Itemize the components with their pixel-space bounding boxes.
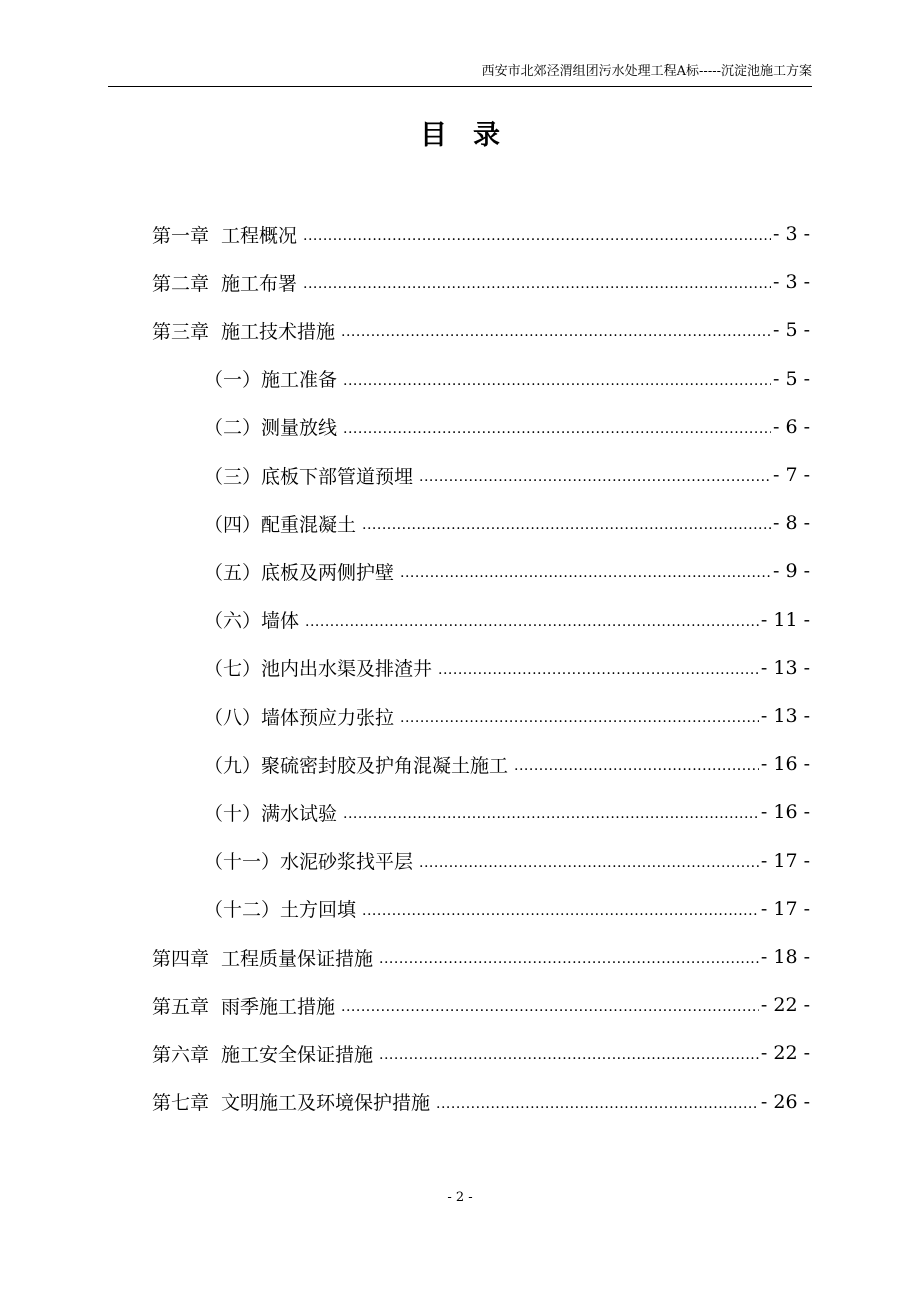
toc-entry-text: （九）聚硫密封胶及护角混凝土施工 bbox=[204, 754, 509, 777]
toc-entry[interactable] bbox=[152, 889, 810, 929]
toc-entry-label bbox=[152, 799, 337, 826]
toc-chapter-number: 第五章 bbox=[152, 995, 210, 1018]
page-number: - 2 - bbox=[447, 1190, 473, 1205]
toc-entry[interactable] bbox=[152, 937, 810, 977]
toc-dot-leader bbox=[343, 418, 771, 436]
toc-entry-label bbox=[152, 558, 394, 585]
toc-page-number: - 18 - bbox=[760, 946, 810, 968]
toc-chapter-number: 第三章 bbox=[152, 320, 210, 343]
toc-dot-leader bbox=[362, 514, 771, 532]
toc-entry-label bbox=[152, 1088, 430, 1115]
toc-entry-label bbox=[152, 895, 356, 922]
toc-page-number: - 9 - bbox=[772, 560, 810, 583]
toc-entry-text: （十）满水试验 bbox=[204, 802, 338, 825]
toc-entry-text: （一）施工准备 bbox=[204, 369, 338, 392]
toc-entry[interactable] bbox=[152, 359, 810, 399]
toc-entry-label bbox=[152, 269, 297, 296]
toc-dot-leader bbox=[343, 803, 759, 821]
toc-dot-leader bbox=[341, 321, 771, 339]
toc-entry[interactable] bbox=[152, 792, 810, 832]
toc-entry-text: （二）测量放线 bbox=[204, 417, 338, 440]
toc-entry-text: 施工布署 bbox=[221, 272, 298, 295]
toc-entry-label bbox=[152, 944, 373, 971]
toc-chapter-number: 第二章 bbox=[152, 272, 210, 295]
toc-entry[interactable] bbox=[152, 1082, 810, 1122]
toc-entry[interactable] bbox=[152, 214, 810, 254]
toc-entry-text: （十二）土方回填 bbox=[204, 899, 357, 922]
toc-dot-leader bbox=[419, 852, 759, 870]
toc-entry[interactable] bbox=[152, 696, 810, 736]
toc-entry[interactable] bbox=[152, 503, 810, 543]
toc-dot-leader bbox=[303, 273, 771, 291]
toc-entry-label bbox=[152, 413, 337, 440]
toc-page-number: - 17 - bbox=[760, 849, 810, 872]
toc-page-number: - 16 - bbox=[760, 801, 810, 824]
toc-page-number: - 5 - bbox=[772, 319, 810, 342]
toc-page-number: - 22 - bbox=[760, 994, 810, 1017]
toc-entry-text: 工程概况 bbox=[221, 224, 298, 247]
toc-entry-label bbox=[152, 221, 297, 248]
toc-page-number: - 8 - bbox=[772, 512, 810, 535]
toc-entry-text: （五）底板及两侧护壁 bbox=[204, 561, 395, 584]
toc-dot-leader bbox=[514, 755, 759, 773]
toc-title: 目录 bbox=[420, 120, 526, 151]
toc-entry-label bbox=[152, 606, 299, 633]
toc-page-number: - 16 - bbox=[760, 753, 810, 776]
toc-page-number: - 5 - bbox=[772, 367, 810, 390]
toc-entry[interactable] bbox=[152, 744, 810, 784]
toc-page-number: - 13 - bbox=[760, 656, 810, 679]
toc-entry[interactable] bbox=[152, 310, 810, 350]
toc-entry-label bbox=[152, 703, 394, 730]
toc-entry-label bbox=[152, 1040, 373, 1067]
toc-page-number: - 7 - bbox=[772, 464, 810, 486]
toc-chapter-number: 第七章 bbox=[152, 1092, 210, 1115]
toc-entry-text: 工程质量保证措施 bbox=[221, 947, 374, 970]
toc-dot-leader bbox=[438, 659, 759, 677]
toc-entry[interactable] bbox=[152, 985, 810, 1025]
toc-entry[interactable] bbox=[152, 407, 810, 447]
toc-entry-text: （三）底板下部管道预埋 bbox=[204, 465, 414, 488]
toc-page-number: - 26 - bbox=[760, 1090, 810, 1113]
toc-dot-leader bbox=[379, 948, 759, 966]
toc-entry[interactable] bbox=[152, 600, 810, 640]
toc-page-number: - 3 - bbox=[772, 271, 810, 294]
toc-entry[interactable] bbox=[152, 841, 810, 881]
toc-chapter-number: 第六章 bbox=[152, 1043, 210, 1066]
toc-page-number: - 22 - bbox=[760, 1042, 810, 1065]
toc-entry-label bbox=[152, 654, 432, 681]
toc-entry-text: 施工技术措施 bbox=[221, 320, 336, 343]
toc-entry[interactable] bbox=[152, 551, 810, 591]
toc-entry-text: 文明施工及环境保护措施 bbox=[221, 1092, 431, 1115]
toc-entry-label bbox=[152, 462, 413, 489]
toc-dot-leader bbox=[341, 996, 759, 1014]
header-text: 西安市北郊泾渭组团污水处理工程A标-----沉淀池施工方案 bbox=[481, 64, 812, 79]
toc-entry-label bbox=[152, 751, 508, 778]
toc-entry-text: （六）墙体 bbox=[204, 610, 300, 633]
toc-entry[interactable] bbox=[152, 262, 810, 302]
toc-page-number: - 3 - bbox=[772, 223, 810, 245]
toc-entry-label bbox=[152, 992, 335, 1019]
toc-dot-leader bbox=[400, 562, 771, 580]
toc-chapter-number: 第一章 bbox=[152, 224, 210, 247]
toc-entry-label bbox=[152, 365, 337, 392]
toc-dot-leader bbox=[343, 370, 771, 388]
toc-dot-leader bbox=[305, 611, 759, 629]
toc-dot-leader bbox=[303, 225, 771, 243]
toc-chapter-number: 第四章 bbox=[152, 947, 210, 970]
toc-entry-text: 施工安全保证措施 bbox=[221, 1043, 374, 1066]
toc-entry[interactable] bbox=[152, 1033, 810, 1073]
toc-entry[interactable] bbox=[152, 648, 810, 688]
toc-entry-label bbox=[152, 847, 413, 874]
toc-entry-text: 雨季施工措施 bbox=[221, 995, 336, 1018]
toc-entry-text: （四）配重混凝土 bbox=[204, 513, 357, 536]
toc-page-number: - 6 - bbox=[772, 415, 810, 438]
toc-entry-label bbox=[152, 510, 356, 537]
toc-entry-text: （八）墙体预应力张拉 bbox=[204, 706, 395, 729]
toc-dot-leader bbox=[436, 1093, 759, 1111]
toc-page-number: - 13 - bbox=[760, 705, 810, 727]
toc-page-number: - 17 - bbox=[760, 897, 810, 920]
toc-dot-leader bbox=[419, 466, 771, 484]
toc-entry-text: （七）池内出水渠及排渣井 bbox=[204, 658, 433, 681]
toc-page-number: - 11 - bbox=[760, 608, 810, 631]
toc-dot-leader bbox=[362, 900, 759, 918]
toc-entry-text: （十一）水泥砂浆找平层 bbox=[204, 851, 414, 874]
page-header bbox=[108, 62, 812, 87]
toc-entry[interactable] bbox=[152, 455, 810, 495]
toc-dot-leader bbox=[379, 1044, 759, 1062]
toc-entry-label bbox=[152, 317, 335, 344]
toc-dot-leader bbox=[400, 707, 759, 725]
